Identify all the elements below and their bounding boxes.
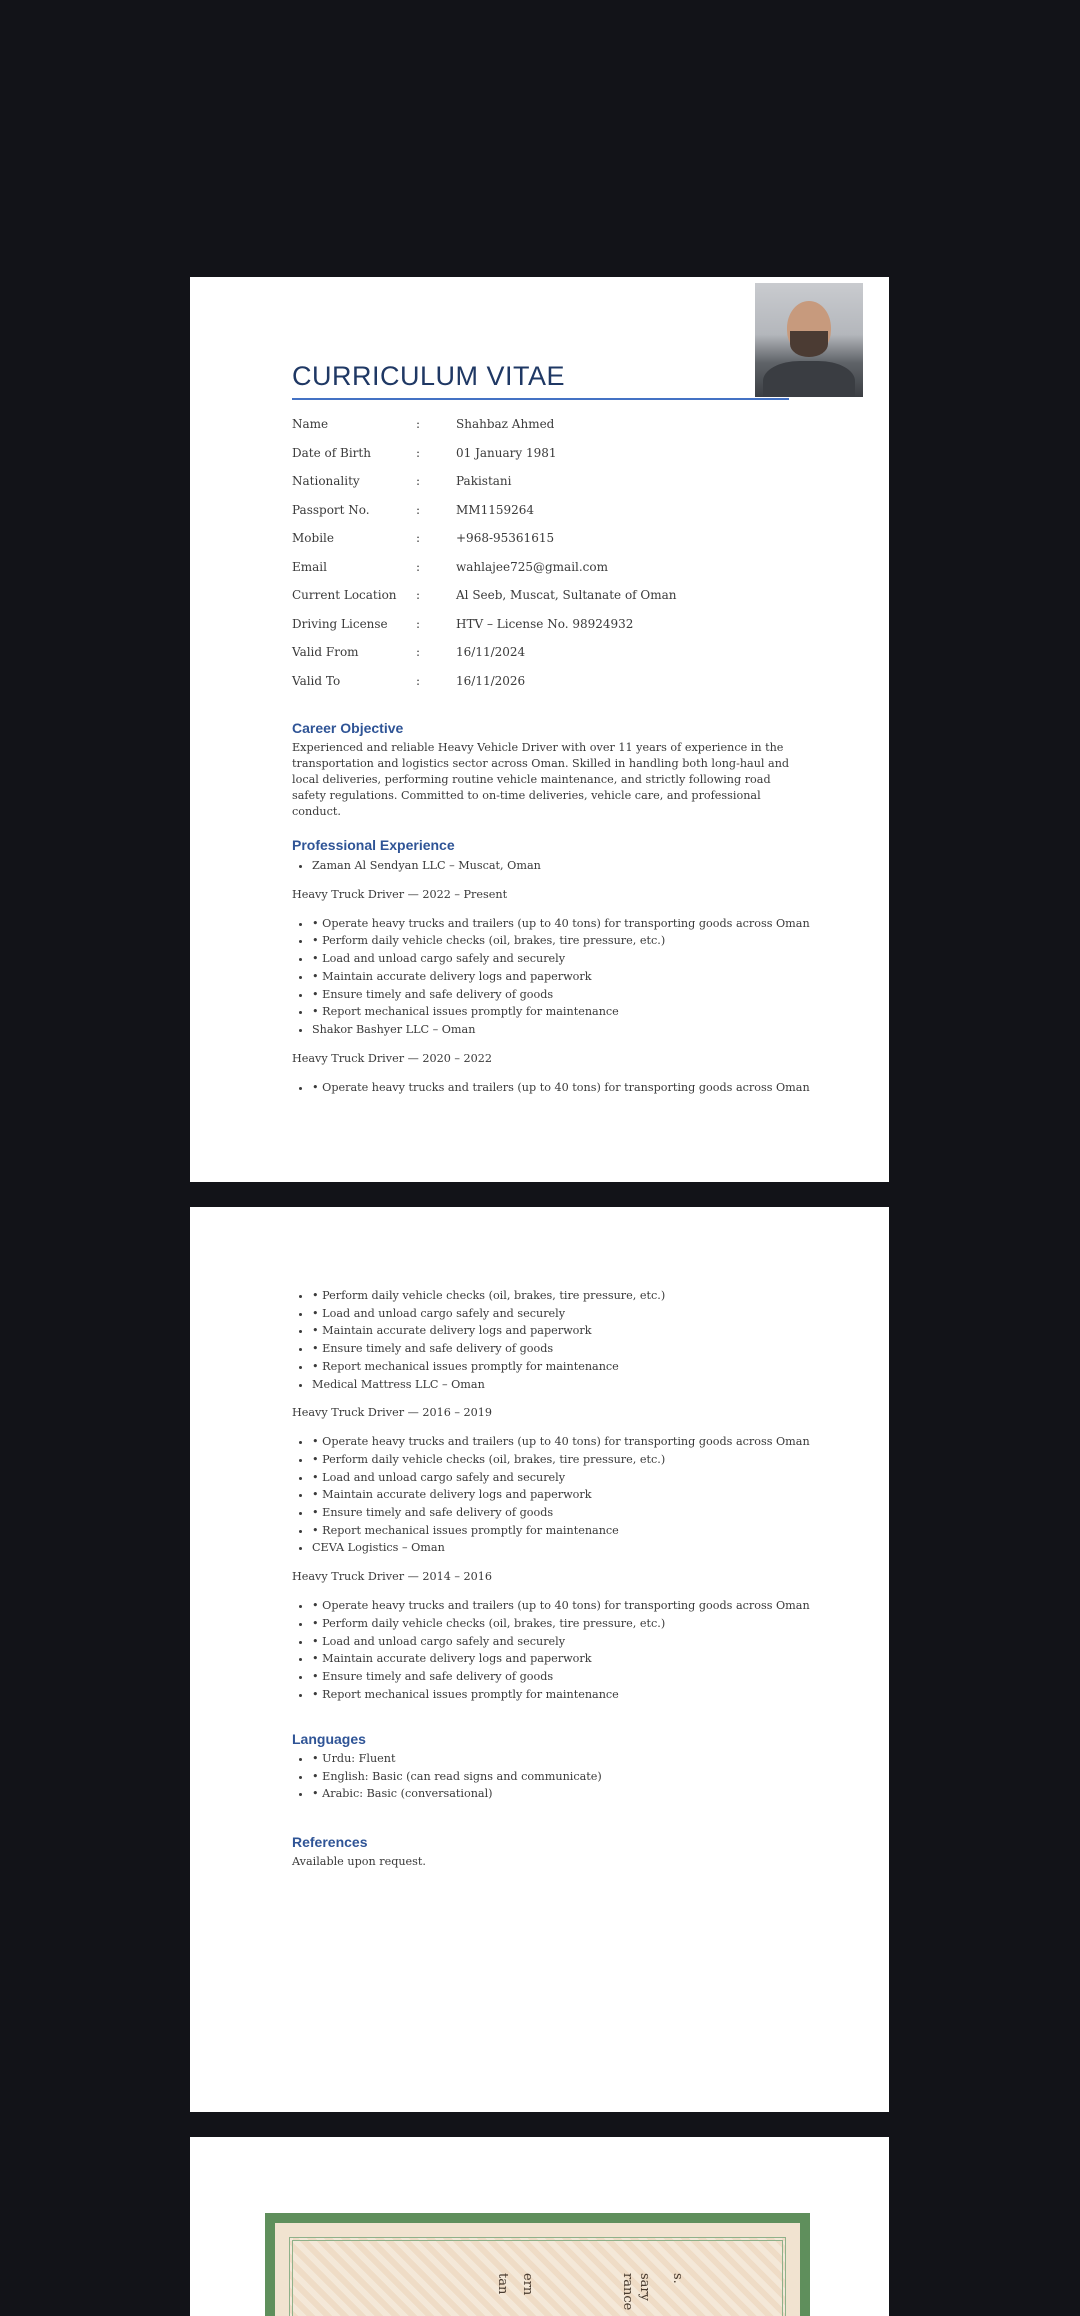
info-label: Driving License <box>292 616 388 631</box>
duty-item: • • Maintain accurate delivery logs and paperwork <box>312 968 812 986</box>
certificate-text: rance <box>620 2273 635 2311</box>
info-separator: : <box>416 417 421 431</box>
info-label: Date of Birth <box>292 445 371 460</box>
experience-list-page2 <box>292 1287 812 1703</box>
duty-item: • • Ensure timely and safe delivery of goods <box>312 1668 812 1686</box>
info-value: 16/11/2026 <box>456 673 526 688</box>
info-value: HTV – License No. 98924932 <box>456 616 634 631</box>
personal-info <box>292 417 852 702</box>
info-row <box>292 617 852 646</box>
info-value: 16/11/2024 <box>456 645 526 659</box>
info-row <box>292 560 852 589</box>
duty-item: • • Operate heavy trucks and trailers (up to 40 tons) for transporting goods across Oman <box>312 915 812 933</box>
company-item: • Zaman Al Sendyan LLC – Muscat, Oman <box>312 857 812 875</box>
duty-item: • • Report mechanical issues promptly for maintenance <box>312 1358 812 1376</box>
info-row <box>292 446 852 475</box>
info-label: Passport No. <box>292 502 370 517</box>
duty-item: • • Ensure timely and safe delivery of goods <box>312 1340 812 1358</box>
document-page-2 <box>190 1207 889 2112</box>
info-row <box>292 474 852 503</box>
info-value: Pakistani <box>456 474 512 488</box>
job-role: Heavy Truck Driver — 2022 – Present <box>292 887 508 901</box>
duty-item: • • Operate heavy trucks and trailers (up to 40 tons) for transporting goods across Oman <box>312 1597 812 1615</box>
references-heading: References <box>292 1834 368 1850</box>
duty-item: • • Perform daily vehicle checks (oil, brakes, tire pressure, etc.) <box>312 1615 812 1633</box>
company-item: • CEVA Logistics – Oman <box>312 1539 812 1557</box>
language-item: • • Urdu: Fluent <box>312 1750 812 1768</box>
career-objective-text: Experienced and reliable Heavy Vehicle Driver with over 11 years of experience in the transportation and logistics sector across Oman. Skilled in handling both long-haul and local deliveries, performing routine vehicle maintenance, and strictly following road safety regulations. Committed to on-time deliveries, vehicle care, and professional conduct. <box>292 741 790 818</box>
info-separator: : <box>416 559 421 574</box>
language-item: • • Arabic: Basic (conversational) <box>312 1785 812 1803</box>
duty-item: • • Perform daily vehicle checks (oil, brakes, tire pressure, etc.) <box>312 932 812 950</box>
info-label: Email <box>292 559 327 574</box>
duty-item: • • Report mechanical issues promptly for maintenance <box>312 1686 812 1704</box>
certificate-text: s. <box>670 2273 685 2284</box>
info-separator: : <box>416 616 421 631</box>
duty-item: • • Load and unload cargo safely and securely <box>312 1469 812 1487</box>
info-row <box>292 417 852 446</box>
duty-item: • • Maintain accurate delivery logs and paperwork <box>312 1650 812 1668</box>
experience-list-page1 <box>292 857 812 1096</box>
languages-heading: Languages <box>292 1731 366 1747</box>
document-page-3 <box>190 2137 889 2316</box>
language-item: • • English: Basic (can read signs and communicate) <box>312 1768 812 1786</box>
info-separator: : <box>416 588 421 602</box>
duty-item: • • Load and unload cargo safely and securely <box>312 1633 812 1651</box>
career-objective-heading: Career Objective <box>292 720 404 736</box>
duty-item: • • Ensure timely and safe delivery of goods <box>312 986 812 1004</box>
info-value: Al Seeb, Muscat, Sultanate of Oman <box>456 588 677 602</box>
certificate-text: tan <box>495 2273 510 2295</box>
info-row <box>292 531 852 560</box>
references-text: Available upon request. <box>292 1855 426 1868</box>
info-label: Nationality <box>292 474 360 488</box>
duty-item: • • Load and unload cargo safely and securely <box>312 950 812 968</box>
info-label: Valid From <box>292 645 359 659</box>
info-separator: : <box>416 531 421 545</box>
info-label: Name <box>292 417 329 431</box>
duty-item: • • Ensure timely and safe delivery of goods <box>312 1504 812 1522</box>
job-role: Heavy Truck Driver — 2014 – 2016 <box>292 1570 492 1584</box>
certificate-text: ern <box>520 2273 535 2296</box>
info-separator: : <box>416 645 421 659</box>
info-separator: : <box>416 474 421 488</box>
info-value: wahlajee725@gmail.com <box>456 559 609 574</box>
info-value: 01 January 1981 <box>456 445 557 460</box>
info-separator: : <box>416 673 421 688</box>
info-value: MM1159264 <box>456 502 535 517</box>
company-item: • Shakor Bashyer LLC – Oman <box>312 1021 812 1039</box>
info-label: Mobile <box>292 531 334 545</box>
info-value: Shahbaz Ahmed <box>456 417 555 431</box>
info-row <box>292 645 852 674</box>
job-role: Heavy Truck Driver — 2020 – 2022 <box>292 1051 492 1065</box>
info-label: Valid To <box>292 673 341 688</box>
duty-item: • • Report mechanical issues promptly for maintenance <box>312 1003 812 1021</box>
duty-item: • • Perform daily vehicle checks (oil, brakes, tire pressure, etc.) <box>312 1287 812 1305</box>
document-page-1 <box>190 277 889 1182</box>
duty-item: • • Maintain accurate delivery logs and paperwork <box>312 1322 812 1340</box>
info-row <box>292 674 852 703</box>
info-row <box>292 503 852 532</box>
info-row <box>292 588 852 617</box>
certificate-text: sary <box>637 2273 652 2301</box>
languages-list <box>292 1750 812 1803</box>
info-value: +968-95361615 <box>456 531 555 545</box>
certificate-scan <box>265 2213 810 2316</box>
duty-item: • • Operate heavy trucks and trailers (up to 40 tons) for transporting goods across Oman <box>312 1079 812 1097</box>
duty-item: • • Load and unload cargo safely and securely <box>312 1305 812 1323</box>
duty-item: • • Perform daily vehicle checks (oil, brakes, tire pressure, etc.) <box>312 1451 812 1469</box>
company-item: • Medical Mattress LLC – Oman <box>312 1376 812 1394</box>
info-label: Current Location <box>292 588 397 602</box>
cv-title: CURRICULUM VITAE <box>292 361 566 391</box>
duty-item: • • Operate heavy trucks and trailers (up to 40 tons) for transporting goods across Oman <box>312 1433 812 1451</box>
professional-experience-heading: Professional Experience <box>292 837 455 853</box>
info-separator: : <box>416 502 421 517</box>
duty-item: • • Maintain accurate delivery logs and paperwork <box>312 1486 812 1504</box>
title-underline <box>292 398 789 400</box>
job-role: Heavy Truck Driver — 2016 – 2019 <box>292 1406 492 1420</box>
info-separator: : <box>416 445 421 460</box>
duty-item: • • Report mechanical issues promptly for maintenance <box>312 1522 812 1540</box>
